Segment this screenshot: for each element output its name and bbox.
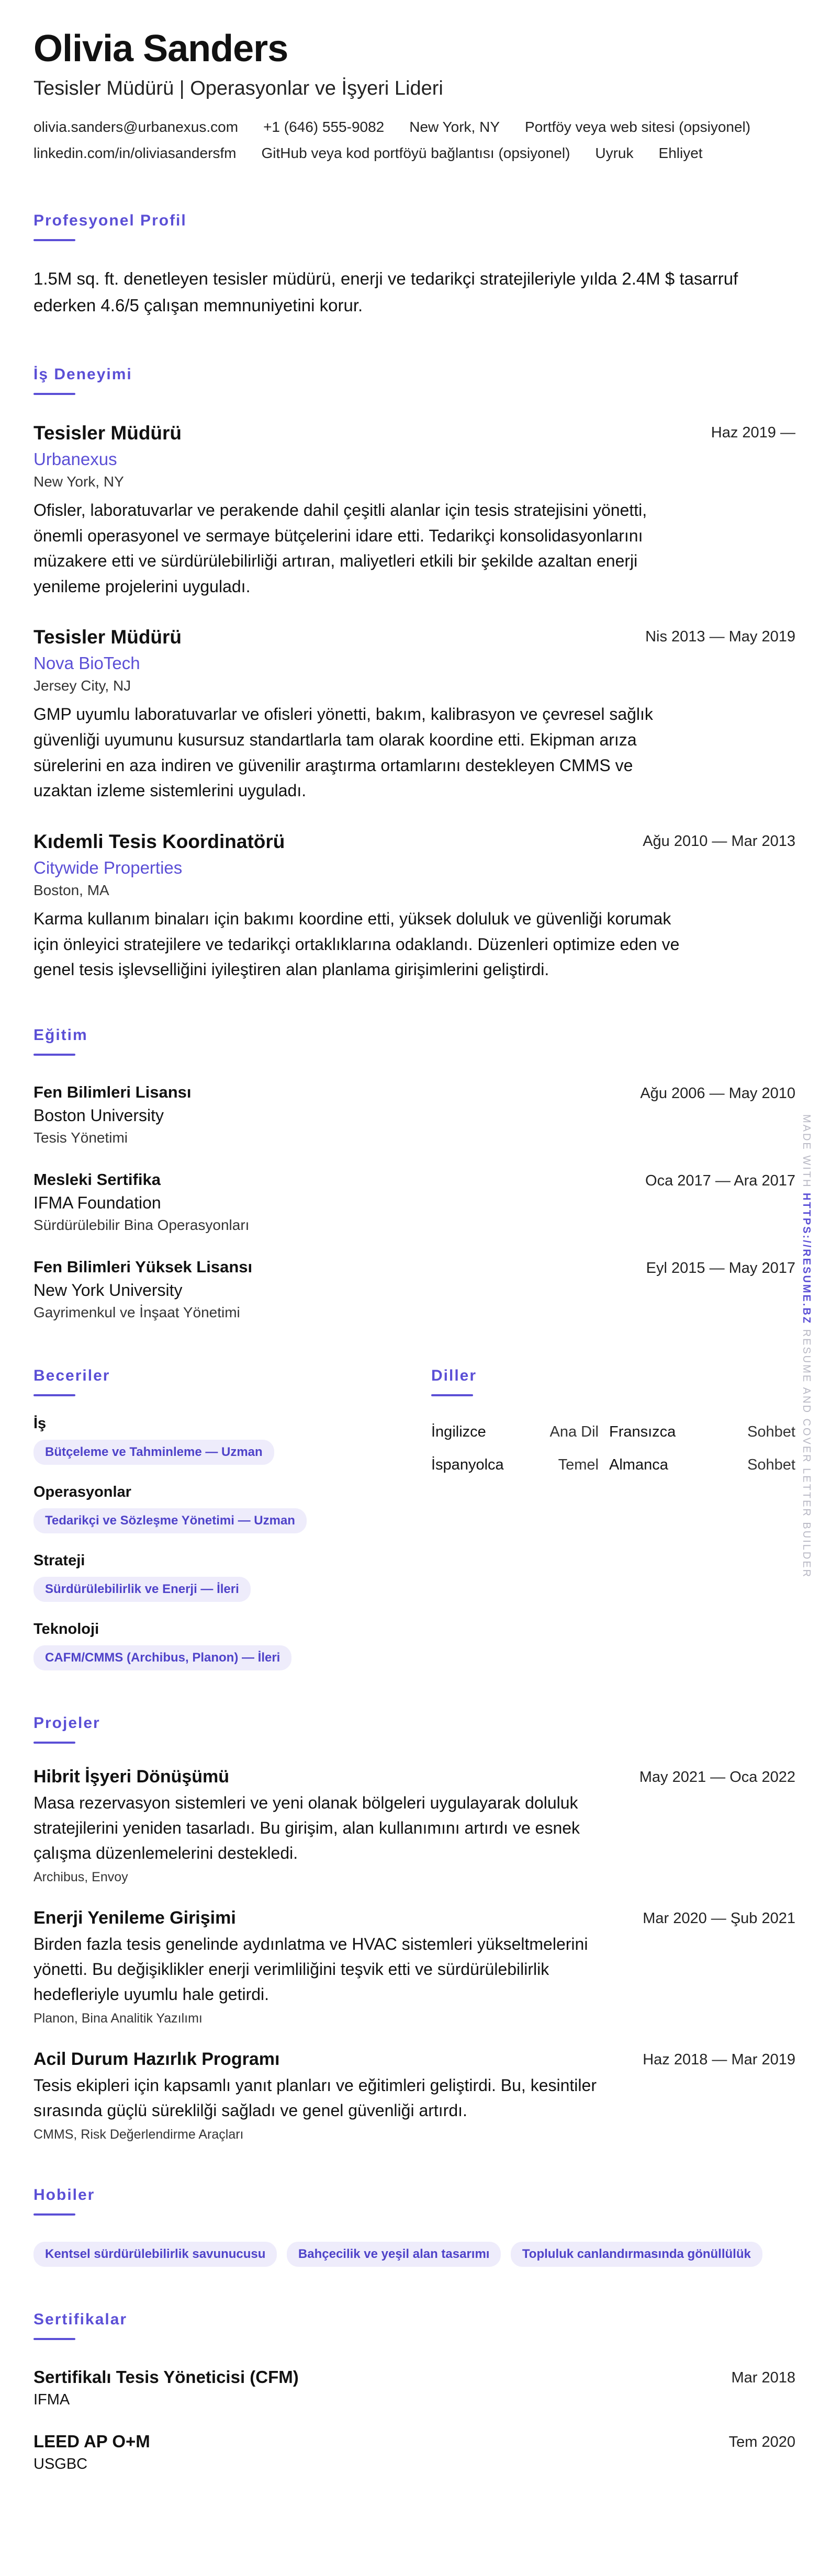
education-entry	[33, 1258, 795, 1321]
skill-chip: Sürdürülebilirlik ve Enerji — İleri	[33, 1577, 251, 1602]
project-description: Birden fazla tesis genelinde aydınlatma ve HVAC sistemleri yükseltmelerini yönetti. Bu değişiklikler enerji verimliliğini teşvik etti ve sürdürülebilirlik hedefleriyle uyumlu hale getirdi.	[33, 1934, 588, 2004]
section-title: Projeler	[33, 1714, 100, 1732]
contact-license: Ehliyet	[658, 144, 703, 161]
contact-phone[interactable]: +1 (646) 555-9082	[263, 118, 385, 135]
skill-category: Operasyonlar	[33, 1483, 131, 1500]
certification-name: LEED AP O+M	[33, 2431, 150, 2451]
education-field: Sürdürülebilir Bina Operasyonları	[33, 1216, 250, 1233]
contact-email[interactable]: olivia.sanders@urbanexus.com	[33, 118, 239, 135]
section-title: İş Deneyimi	[33, 365, 132, 383]
education-field: Gayrimenkul ve İnşaat Yönetimi	[33, 1304, 240, 1320]
job-entry	[33, 422, 795, 600]
hobby-chip: Bahçecilik ve yeşil alan tasarımı	[287, 2242, 501, 2267]
section-divider	[33, 393, 75, 395]
education-entry	[33, 1083, 795, 1146]
job-dates: Ağu 2010 — Mar 2013	[643, 832, 795, 850]
contact-info	[33, 119, 795, 162]
contact-location: New York, NY	[409, 118, 500, 135]
language-level: Sohbet	[747, 1423, 795, 1440]
job-description: Ofisler, laboratuvarlar ve perakende dahil çeşitli alanlar için tesis stratejisini yönetti, önemli operasyonel ve sermaye bütçelerini idare etti. Tedarikçi konsolidasyonlarını müzakere etti ve sürdürülebilirliği artıran, maliyetleri etkili bir şekilde azaltan enerji yenileme projelerini uyguladı.	[33, 500, 647, 596]
education-section	[33, 1026, 795, 1321]
job-company: Citywide Properties	[33, 857, 183, 877]
skills-languages-row	[33, 1367, 795, 1670]
experience-section	[33, 366, 795, 982]
resume-header	[33, 29, 795, 162]
hobby-chip: Kentsel sürdürülebilirlik savunucusu	[33, 2242, 277, 2267]
job-title: Tesisler Müdürü	[33, 626, 182, 648]
hobby-chip: Topluluk canlandırmasında gönüllülük	[511, 2242, 762, 2267]
contact-nationality: Uyruk	[595, 144, 634, 161]
project-dates: May 2021 — Oca 2022	[639, 1768, 795, 1786]
section-divider	[431, 1394, 473, 1396]
languages-section	[431, 1367, 795, 1670]
watermark-suffix: RESUME AND COVER LETTER BUILDER	[801, 1329, 812, 1579]
skill-group	[33, 1415, 431, 1465]
job-entry	[33, 626, 795, 804]
certification-org: IFMA	[33, 2391, 70, 2408]
education-degree: Fen Bilimleri Yüksek Lisansı	[33, 1257, 253, 1276]
education-dates: Ağu 2006 — May 2010	[640, 1084, 795, 1102]
job-dates: Haz 2019 —	[711, 424, 795, 441]
hobbies-section	[33, 2186, 795, 2267]
project-title: Enerji Yenileme Girişimi	[33, 1907, 236, 1928]
candidate-name: Olivia Sanders	[33, 28, 288, 70]
project-dates: Haz 2018 — Mar 2019	[643, 2051, 795, 2068]
language-level: Temel	[558, 1456, 599, 1473]
contact-github[interactable]: GitHub veya kod portföyü bağlantısı (opsiyonel)	[261, 144, 570, 161]
project-description: Masa rezervasyon sistemleri ve yeni olanak bölgeleri uygulayarak doluluk stratejilerini yeniden tasarladı. Bu girişim, alan kullanımını artırdı ve esnek çalışma düzenlemelerini destekledi.	[33, 1793, 580, 1862]
skill-category: İş	[33, 1415, 47, 1432]
skill-group	[33, 1484, 431, 1533]
education-degree: Fen Bilimleri Lisansı	[33, 1082, 192, 1101]
job-location: Boston, MA	[33, 882, 109, 898]
job-company: Nova BioTech	[33, 653, 140, 673]
language-name: İspanyolca	[431, 1456, 504, 1473]
skill-group	[33, 1621, 431, 1670]
section-divider	[33, 2213, 75, 2216]
job-description: GMP uyumlu laboratuvarlar ve ofisleri yönetti, bakım, kalibrasyon ve çevresel sağlık güvenliği uyumunu kusursuz standartlarla tam olarak koordine etti. Ekipman arıza sürelerini en aza indiren ve güvenilir araştırma ortamlarını destekleyen CMMS ve uzaktan izleme sistemlerini uyguladı.	[33, 705, 653, 800]
section-title: Diller	[431, 1366, 477, 1384]
education-institution: IFMA Foundation	[33, 1193, 161, 1212]
job-title: Kıdemli Tesis Koordinatörü	[33, 830, 285, 852]
certification-entry	[33, 2432, 795, 2473]
profile-summary: 1.5M sq. ft. denetleyen tesisler müdürü, enerji ve tedarikçi stratejileriyle yılda 2.4M $ tasarruf ederken 4.6/5 çalışan memnuniyetini korur.	[33, 268, 738, 315]
skill-category: Strateji	[33, 1552, 85, 1569]
education-institution: New York University	[33, 1280, 183, 1300]
section-divider	[33, 1054, 75, 1056]
job-entry	[33, 831, 795, 982]
watermark-prefix: MADE WITH	[801, 1114, 812, 1189]
section-divider	[33, 1742, 75, 1744]
certification-date: Mar 2018	[731, 2369, 795, 2386]
job-company: Urbanexus	[33, 449, 117, 469]
project-description: Tesis ekipleri için kapsamlı yanıt planları ve eğitimleri geliştirdi. Bu, kesintiler sırasında güçlü süreklilği sağladı ve genel güvenliği artırdı.	[33, 2075, 597, 2120]
job-location: Jersey City, NJ	[33, 677, 131, 694]
section-divider	[33, 2338, 75, 2340]
project-dates: Mar 2020 — Şub 2021	[643, 1910, 795, 1927]
section-divider	[33, 239, 75, 241]
section-title: Eğitim	[33, 1026, 88, 1044]
skill-group	[33, 1552, 431, 1602]
hobby-chips	[33, 2234, 795, 2267]
certification-date: Tem 2020	[728, 2433, 795, 2450]
certification-org: USGBC	[33, 2455, 88, 2472]
contact-linkedin[interactable]: linkedin.com/in/oliviasandersfm	[33, 144, 237, 161]
profile-section	[33, 212, 795, 319]
education-degree: Mesleki Sertifika	[33, 1170, 161, 1189]
watermark-link[interactable]: HTTPS://RESUME.BZ	[801, 1193, 812, 1325]
skills-section	[33, 1367, 431, 1670]
languages-grid	[431, 1423, 795, 1474]
language-name: İngilizce	[431, 1423, 486, 1440]
language-level: Ana Dil	[549, 1423, 599, 1440]
contact-portfolio[interactable]: Portföy veya web sitesi (opsiyonel)	[525, 118, 751, 135]
section-title: Hobiler	[33, 2186, 95, 2204]
project-tech: Planon, Bina Analitik Yazılımı	[33, 2010, 203, 2026]
education-entry	[33, 1170, 795, 1234]
education-field: Tesis Yönetimi	[33, 1129, 128, 1146]
project-entry	[33, 1908, 795, 2026]
section-title: Beceriler	[33, 1366, 110, 1384]
job-dates: Nis 2013 — May 2019	[645, 628, 795, 646]
project-title: Hibrit İşyeri Dönüşümü	[33, 1766, 230, 1787]
certifications-section	[33, 2311, 795, 2473]
certification-entry	[33, 2367, 795, 2409]
education-dates: Oca 2017 — Ara 2017	[645, 1172, 795, 1189]
project-title: Acil Durum Hazırlık Programı	[33, 2049, 280, 2069]
resume-page	[33, 29, 795, 2473]
skill-category: Teknoloji	[33, 1620, 99, 1637]
education-institution: Boston University	[33, 1105, 164, 1125]
candidate-headline: Tesisler Müdürü | Operasyonlar ve İşyeri Lideri	[33, 77, 443, 99]
section-title: Profesyonel Profil	[33, 211, 187, 229]
skill-chip: CAFM/CMMS (Archibus, Planon) — İleri	[33, 1645, 291, 1670]
job-location: New York, NY	[33, 473, 124, 490]
project-tech: CMMS, Risk Değerlendirme Araçları	[33, 2127, 244, 2142]
skill-chip: Bütçeleme ve Tahminleme — Uzman	[33, 1440, 274, 1465]
builder-watermark	[800, 1114, 812, 1578]
job-description: Karma kullanım binaları için bakımı koordine etti, yüksek doluluk ve güvenliği korumak için önleyici stratejilere ve tedarikçi ortaklıklarına odaklandı. Düzenleri optimize eden ve genel tesis işlevselliğini iyileştiren alan planlama girişimlerini geliştirdi.	[33, 909, 680, 979]
project-tech: Archibus, Envoy	[33, 1869, 128, 1884]
section-divider	[33, 1394, 75, 1396]
project-entry	[33, 1767, 795, 1885]
projects-section	[33, 1714, 795, 2142]
language-level: Sohbet	[747, 1456, 795, 1473]
project-entry	[33, 2049, 795, 2142]
language-name: Fransızca	[609, 1423, 676, 1440]
education-dates: Eyl 2015 — May 2017	[646, 1259, 795, 1276]
section-title: Sertifikalar	[33, 2310, 128, 2328]
certification-name: Sertifikalı Tesis Yöneticisi (CFM)	[33, 2367, 299, 2387]
job-title: Tesisler Müdürü	[33, 422, 182, 444]
skill-chip: Tedarikçi ve Sözleşme Yönetimi — Uzman	[33, 1508, 307, 1533]
language-name: Almanca	[609, 1456, 668, 1473]
